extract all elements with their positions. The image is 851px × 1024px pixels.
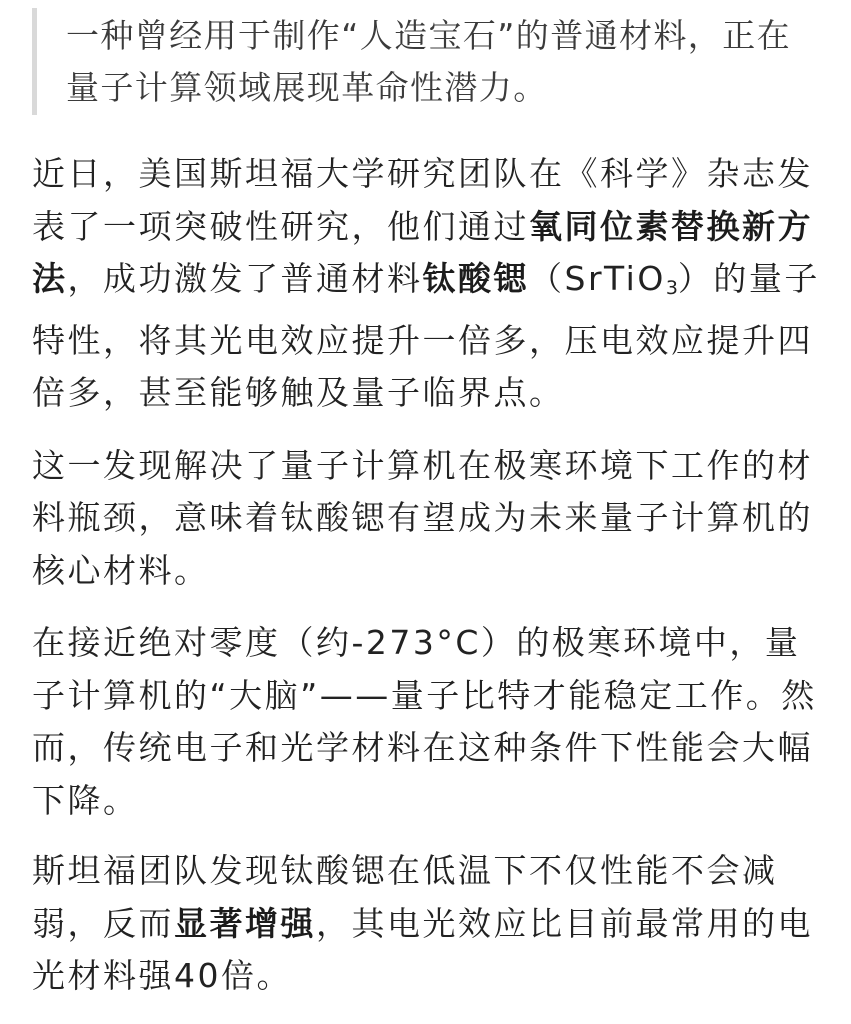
paragraph1-text-4: ）的量子特性，将其光电效应提升一倍多，压电效应提升四倍多，甚至能够触及量子临界点。 — [32, 259, 820, 412]
blockquote-text: 一种曾经用于制作“人造宝石”的普通材料，正在量子计算领域展现革命性潜力。 — [66, 16, 791, 107]
paragraph-stanford-research — [0, 148, 851, 420]
paragraph4-bold-enhanced: 显著增强 — [174, 903, 316, 943]
paragraph-low-temperature — [0, 845, 851, 1003]
paragraph1-bold-method: 氧同位素替换新方法 — [32, 206, 813, 298]
blockquote-bar — [32, 8, 37, 115]
paragraph-bottleneck: 这一发现解决了量子计算机在极寒环境下工作的材料瓶颈，意味着钛酸锶有望成为未来量子计算机的核心材料。 — [32, 445, 813, 590]
blockquote — [0, 0, 851, 118]
paragraph1-text-2: ，成功激发了普通材料 — [67, 259, 423, 298]
paragraph1-bold-material: 钛酸锶 — [422, 259, 529, 298]
paragraph1-text-3: （SrTiO — [529, 259, 666, 298]
formula-subscript: 3 — [665, 277, 678, 299]
paragraph-absolute-zero: 在接近绝对零度（约-273°C）的极寒环境中，量子计算机的“大脑”——量子比特才能稳定工作。然而，传统电子和光学材料在这种条件下性能会大幅下降。 — [32, 623, 817, 820]
paragraph1-text-1: 近日，美国斯坦福大学研究团队在《科学》杂志发表了一项突破性研究，他们通过 — [32, 154, 813, 246]
paragraph4-text-1: 斯坦福团队发现钛酸锶在低温下不仅性能不会减弱，反而 — [32, 851, 778, 943]
paragraph4-text-2: ，其电光效应比目前最常用的电光材料强40倍。 — [32, 903, 813, 995]
